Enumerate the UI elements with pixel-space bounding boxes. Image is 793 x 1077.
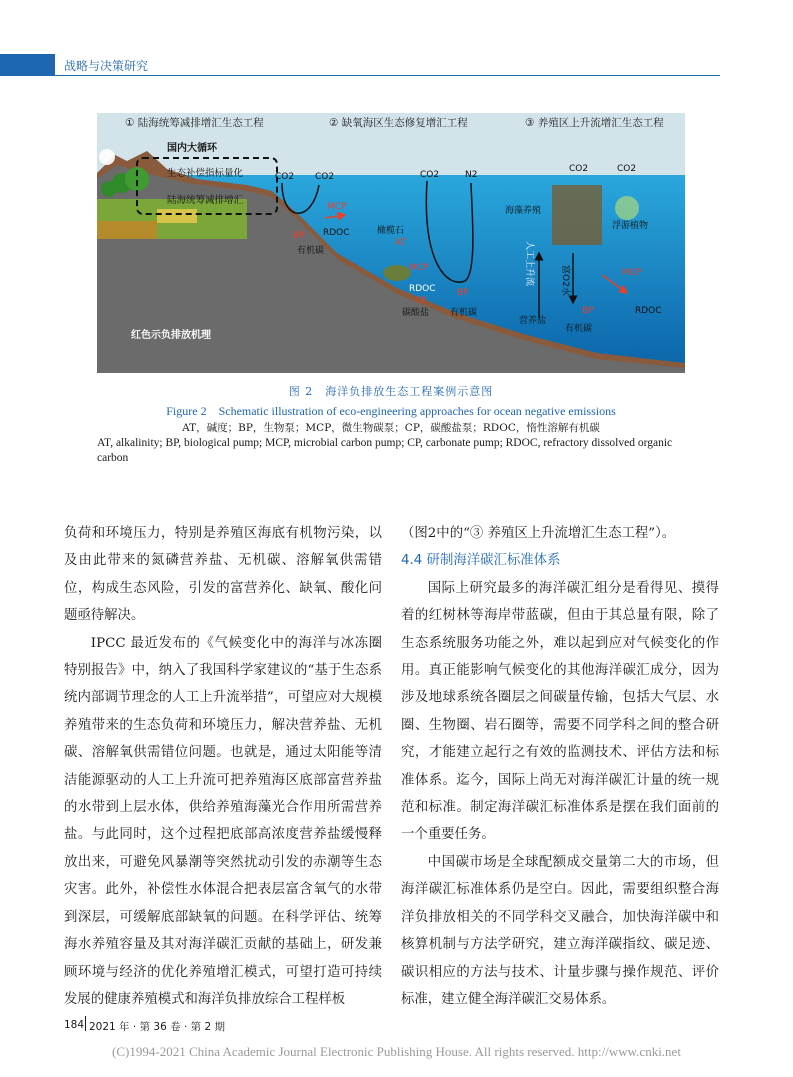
mcp-label-3: MCP <box>622 268 642 278</box>
upwelling-label: 人工上升流 <box>524 241 534 287</box>
land-box-line2: 陆海统筹减排增汇 <box>167 195 244 206</box>
left-column <box>64 520 382 1013</box>
figure-caption-zh: 图 2 海洋负排放生态工程案例示意图 <box>288 385 494 398</box>
figure-caption-en: Figure 2 Schematic illustration of eco-engineering approaches for ocean negative emissions <box>166 404 616 418</box>
organic-carbon-label-1: 有机碳 <box>297 246 325 256</box>
rdoc-label-3: RDOC <box>635 306 662 316</box>
section-heading-4-4: 4.4 研制海洋碳汇标准体系 <box>401 553 561 569</box>
bp-label-1: BP <box>293 231 305 241</box>
domestic-cycle-title: 国内大循环 <box>167 143 217 154</box>
co2-label-1: CO2 <box>275 172 295 182</box>
section-title: 战略与决策研究 <box>64 59 149 73</box>
plankton-label: 浮游植物 <box>612 221 649 231</box>
nutrient-label: 营养盐 <box>519 316 547 326</box>
olivine-rock <box>383 265 411 281</box>
panel-title-3: ③ 养殖区上升流增汇生态工程 <box>525 117 664 129</box>
plankton-cluster <box>615 196 639 220</box>
co2-label-3: CO2 <box>420 170 440 180</box>
seaweed-farm <box>552 185 602 245</box>
mcp-label-1: MCP <box>327 202 347 212</box>
organic-carbon-label-3: 有机碳 <box>565 324 593 334</box>
mcp-label-2: MCP <box>409 263 429 273</box>
right-column <box>401 520 719 1013</box>
abbreviations-zh: AT，碱度；BP，生物泵；MCP，微生物碳泵；CP，碳酸盐泵；RDOC，惰性溶解有机碳 <box>182 422 600 434</box>
snow-cap <box>99 149 115 165</box>
seaweed-label: 海藻养殖 <box>505 206 542 216</box>
bp-label-3: BP <box>582 306 594 316</box>
legend-negative-emission: 红色示负排放机理 <box>131 330 211 341</box>
abbreviations-en: AT, alkalinity; BP, biological pump; MCP, microbial carbon pump; CP, carbonate pump; RDOC, refractory dissolved organic carbon <box>97 437 673 464</box>
olivine-label: 橄榄石 <box>377 226 405 236</box>
rdoc-label-1: RDOC <box>323 228 350 238</box>
header-rule <box>55 75 720 76</box>
footer-separator <box>85 1016 86 1031</box>
right-paragraph-0: （图2中的“③ 养殖区上升流增汇生态工程”）。 <box>401 526 676 541</box>
header-bar <box>0 54 55 76</box>
left-paragraph-2: IPCC 最近发布的《气候变化中的海洋与冰冻圈特别报告》中，纳入了我国科学家建议的“基于生态系统内部调节理念的人工上升流举措”，可望应对大规模养殖带来的生态负荷和环境压力，解决营养盐、无机碳、溶解氧供需错位问题。也就是，通过太阳能等清洁能源驱动的人工上升流可把养殖海区底部富营养盐的水带到上层水体，供给养殖海藻光合作用所需营养盐。与此同时，这个过程把底部高浓度营养盐缓慢释放出来，可避免风暴潮等突然扰动引发的赤潮等生态灾害。此外，补偿性水体混合把表层富含氧气的水带到深层，可缓解底部缺氧的问题。在科学评估、统筹海水养殖容量及其对海洋碳汇贡献的基础上，研发兼顾环境与经济的优化养殖增汇模式，可望打造可持续发展的健康养殖模式和海洋负排放综合工程样板 <box>64 635 382 1007</box>
land-box-line1: 生态补偿指标量化 <box>167 168 244 179</box>
co2-label-2: CO2 <box>315 172 335 182</box>
n2-label: N2 <box>465 170 478 180</box>
carbonate-label: 碳酸盐 <box>402 308 430 318</box>
o2-rich-label: 富O2水 <box>560 265 570 296</box>
bp-label-2: BP <box>457 288 469 298</box>
at-label: AT <box>395 238 406 248</box>
copyright-watermark: (C)1994-2021 China Academic Journal Electronic Publishing House. All rights reserved. http://www.cnki.net <box>112 1044 681 1059</box>
left-paragraph-1: 负荷和环境压力，特别是养殖区海底有机物污染，以及由此带来的氮磷营养盐、无机碳、溶解氧供需错位，构成生态风险，引发的富营养化、缺氧、酸化问题亟待解决。 <box>64 526 382 624</box>
page-number: 184 <box>64 1019 85 1031</box>
rdoc-label-2: RDOC <box>409 284 436 294</box>
issue-info: 2021 年 · 第 36 卷 · 第 2 期 <box>89 1021 225 1033</box>
cp-label: CP <box>415 296 427 306</box>
co2-label-4: CO2 <box>569 164 589 174</box>
panel-title-1: ① 陆海统筹减排增汇生态工程 <box>125 117 264 129</box>
co2-label-5: CO2 <box>617 164 637 174</box>
panel-title-2: ② 缺氧海区生态修复增汇工程 <box>329 117 468 129</box>
figure-2-diagram <box>97 113 685 373</box>
right-paragraph-1: 国际上研究最多的海洋碳汇组分是看得见、摸得着的红树林等海岸带蓝碳，但由于其总量有限，除了生态系统服务功能之外，难以起到应对气候变化的作用。真正能影响气候变化的其他海洋碳汇成分，因为涉及地球系统各圈层之间碳量传输，包括大气层、水圈、生物圈、岩石圈等，需要不同学科之间的整合研究，才能建立起行之有效的监测技术、评估方法和标准体系。迄今，国际上尚无对海洋碳汇计量的统一规范和标准。制定海洋碳汇标准体系是摆在我们面前的一个重要任务。 <box>401 580 719 843</box>
right-paragraph-2: 中国碳市场是全球配额成交量第二大的市场，但海洋碳汇标准体系仍是空白。因此，需要组织整合海洋负排放相关的不同学科交叉融合，加快海洋碳中和核算机制与方法学研究，建立海洋碳指纹、碳足迹、碳识相应的方法与技术、计量步骤与操作规范、评价标准，建立健全海洋碳汇交易体系。 <box>401 854 719 1007</box>
organic-carbon-label-2: 有机碳 <box>450 308 478 318</box>
